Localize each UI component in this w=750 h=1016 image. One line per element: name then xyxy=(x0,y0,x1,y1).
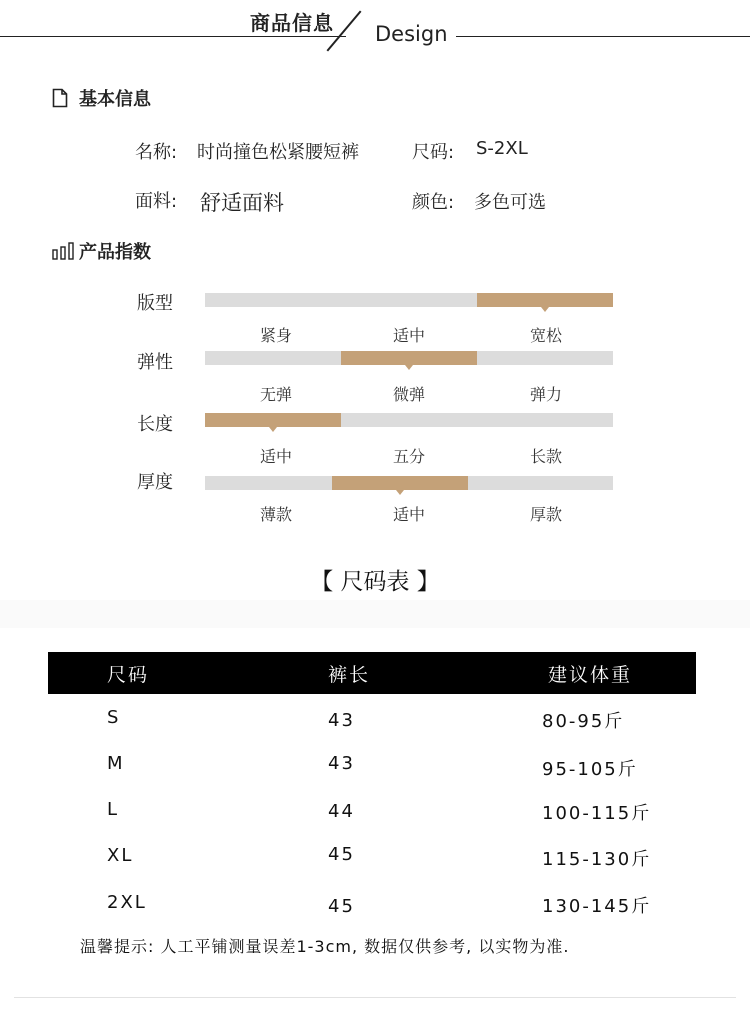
index-bar-track xyxy=(205,413,613,427)
section-subtitle-design: Design xyxy=(375,22,448,46)
table-cell: S xyxy=(107,707,121,728)
table-cell: 43 xyxy=(328,753,355,774)
size-table-heading: 【 尺码表 】 xyxy=(310,569,440,595)
index-bar-track xyxy=(205,351,613,365)
column-header-size: 尺码 xyxy=(107,664,150,686)
index-option: 厚款 xyxy=(529,505,562,524)
header-rule-left xyxy=(0,36,346,37)
table-cell: 95-105斤 xyxy=(542,759,638,780)
fabric-value: 舒适面料 xyxy=(200,191,284,215)
section-title-product-info: 商品信息 xyxy=(250,11,334,35)
column-header-length: 裤长 xyxy=(328,664,371,686)
table-cell: 44 xyxy=(328,801,355,822)
index-bar-track xyxy=(205,293,613,307)
table-cell: 130-145斤 xyxy=(542,896,652,917)
column-header-weight: 建议体重 xyxy=(548,664,633,686)
size-table-header xyxy=(48,652,696,694)
index-option: 弹力 xyxy=(529,385,562,404)
product-index-title: 产品指数 xyxy=(79,242,151,263)
table-cell: 100-115斤 xyxy=(542,803,652,824)
header-rule-right xyxy=(456,36,750,37)
color-value: 多色可选 xyxy=(474,192,546,213)
index-bar-fill xyxy=(341,351,477,365)
basic-info-title: 基本信息 xyxy=(79,89,151,110)
index-option: 适中 xyxy=(259,447,292,466)
index-option: 薄款 xyxy=(259,505,292,524)
bar-chart-icon xyxy=(52,242,74,264)
index-label: 弹性 xyxy=(137,352,173,373)
table-cell: 80-95斤 xyxy=(542,711,625,732)
size-value: S-2XL xyxy=(476,138,528,159)
index-option: 适中 xyxy=(392,505,425,524)
table-cell: 43 xyxy=(328,710,355,731)
table-cell: XL xyxy=(107,845,134,866)
table-cell: M xyxy=(107,753,125,774)
index-label: 长度 xyxy=(137,414,173,435)
index-bar-fill xyxy=(205,413,341,427)
index-option: 紧身 xyxy=(259,326,292,345)
index-label: 厚度 xyxy=(137,472,173,493)
index-option: 长款 xyxy=(529,447,562,466)
table-cell: 45 xyxy=(328,896,355,917)
name-value: 时尚撞色松紧腰短裤 xyxy=(197,142,359,163)
size-label: 尺码: xyxy=(412,142,455,163)
table-cell: L xyxy=(107,799,120,820)
index-option: 宽松 xyxy=(529,326,562,345)
measurement-tip: 温馨提示: 人工平铺测量误差1-3cm, 数据仅供参考, 以实物为准. xyxy=(80,937,570,956)
section-gap xyxy=(0,600,750,628)
index-option: 无弹 xyxy=(259,385,292,404)
table-cell: 2XL xyxy=(107,892,147,913)
table-cell: 115-130斤 xyxy=(542,849,652,870)
index-bar-fill xyxy=(477,293,613,307)
index-label: 版型 xyxy=(137,293,173,314)
name-label: 名称: xyxy=(135,142,178,163)
index-bar-fill xyxy=(332,476,468,490)
fabric-label: 面料: xyxy=(135,191,178,212)
index-option: 五分 xyxy=(392,447,425,466)
color-label: 颜色: xyxy=(412,192,455,213)
table-cell: 45 xyxy=(328,844,355,865)
footer-divider xyxy=(14,997,736,998)
index-bar-track xyxy=(205,476,613,490)
index-option: 适中 xyxy=(392,326,425,345)
document-icon xyxy=(52,88,68,112)
index-option: 微弹 xyxy=(392,385,425,404)
